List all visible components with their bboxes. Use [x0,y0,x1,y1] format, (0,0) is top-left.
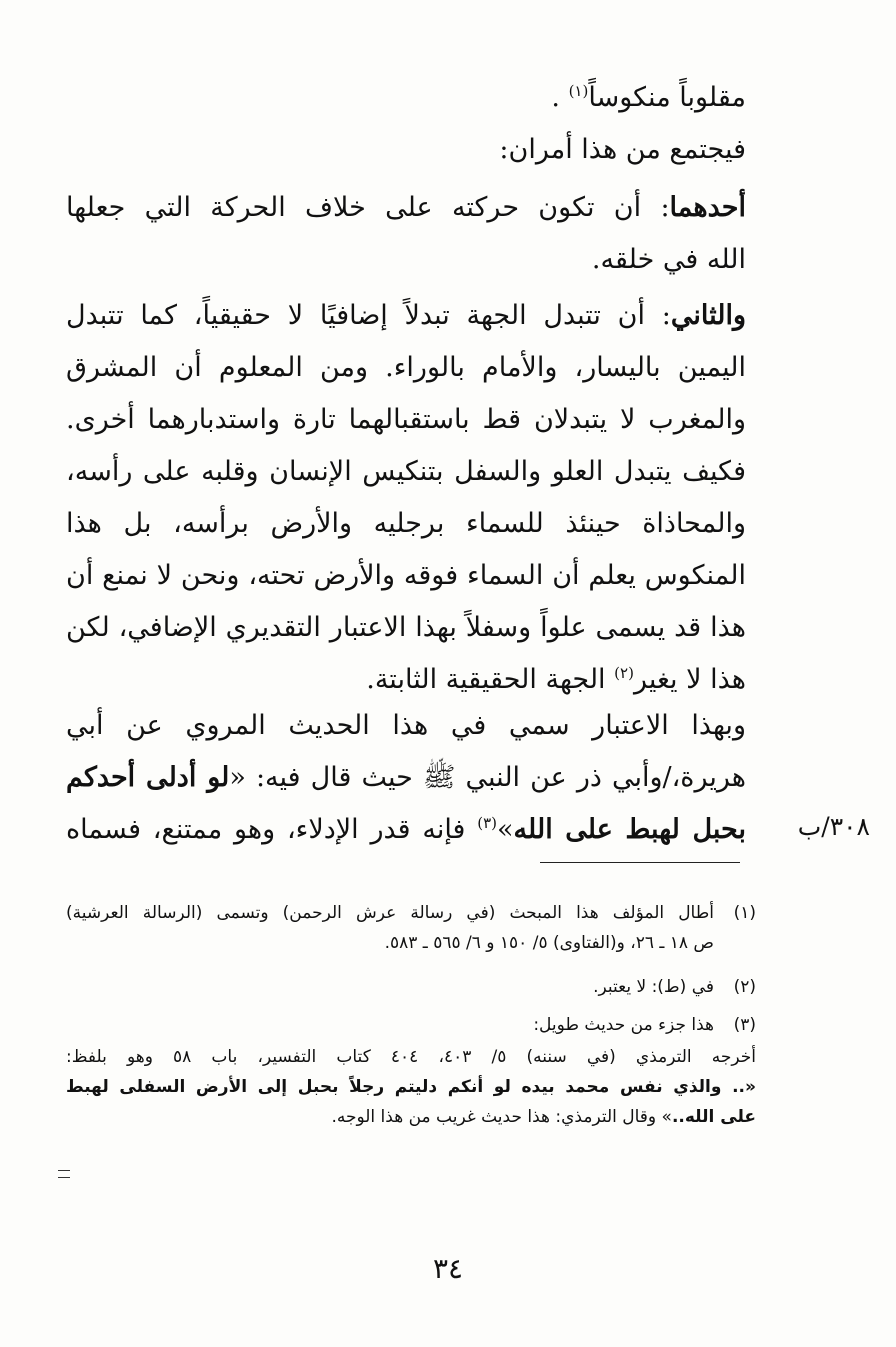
text-line: وبهذا الاعتبار سمي في هذا الحديث المروي عن أبي [66,710,746,741]
hadith-quote: بحبل لهبط على الله [513,814,746,845]
hadith-quote: لو أدلى أحدكم [66,762,230,793]
footnote-3 [66,1010,756,1040]
text-line: المنكوس يعلم أن السماء فوقه والأرض تحته، ونحن لا نمنع أن [66,560,746,591]
text-line: اليمين باليسار، والأمام بالوراء. ومن المعلوم أن المشرق [66,352,746,383]
footnote-2 [66,972,756,1002]
page-number: ٣٤ [432,1252,464,1285]
footnote-3-continued: أخرجه الترمذي (في سننه) ٥/ ٤٠٣، ٤٠٤ كتاب التفسير، باب ٥٨ وهو بلفظ: «.. والذي نفس محمد بيده لو أنكم دليتم رجلاً بحبل إلى الأرض السفلى لهبط على الله..» وقال الترمذي: هذا حديث غريب من هذا الوجه. [66,1042,756,1132]
footnote-number: (١) [733,903,756,923]
text-line: والمحاذاة حينئذ للسماء برجليه والأرض برأسه، بل هذا [66,508,746,539]
paragraph-lead: والثاني [670,300,746,331]
manuscript-folio-note: ٣٠٨/ب [797,812,870,841]
paragraph-second: والثاني: أن تتبدل الجهة تبدلاً إضافيًا لا حقيقياً، كما تتبدل اليمين باليسار، والأمام بالوراء. ومن المعلوم أن المشرق والمغرب لا يتبدلان قط باستقبالهما تارة واستدبارهما أخرى. فكيف يتبدل العلو والسفل بتنكيس الإنسان وقلبه على رأسه، والمحاذاة حينئذ للسماء برجليه والأرض برأسه، بل هذا المنكوس يعلم أن السماء فوقه والأرض تحته، ونحن لا نمنع أن هذا قد يسمى علواً وسفلاً بهذا الاعتبار التقديري الإضافي، لكن هذا لا يغير$^{(٢)}$ الجهة الحقيقية الثابتة. [66,300,746,695]
text-line: الله في خلقه. [591,244,746,275]
paragraph-intro [66,124,746,176]
footnote-text: هذا جزء من حديث طويل: [533,1015,714,1035]
footnote-text: ص ١٨ ـ ٢٦، و(الفتاوى) ٥/ ١٥٠ و ٦/ ٥٦٥ ـ ٥٨٣. [384,933,714,953]
footnote-text: في (ط): لا يعتبر. [593,977,714,997]
footnote-ref[interactable]: (١) [568,82,589,100]
text-line: هذا قد يسمى علواً وسفلاً بهذا الاعتبار التقديري الإضافي، لكن [66,612,746,643]
text-line: فيجتمع من هذا أمران: [499,134,746,165]
footnote-separator [540,862,740,863]
text-line: : أن تتبدل الجهة تبدلاً إضافيًا لا حقيقياً، كما تتبدل [66,300,671,331]
paragraph-hadith: وبهذا الاعتبار سمي في هذا الحديث المروي عن أبي هريرة،/وأبي ذر عن النبي ﷺ حيث قال فيه: «لو أدلى أحدكم بحبل لهبط على الله»$^{(٣)}$ فإنه قدر الإدلاء، وهو ممتنع، فسماه [66,700,746,856]
footnote-text: أطال المؤلف هذا المبحث (في رسالة عرش الرحمن) وتسمى (الرسالة العرشية) [66,903,714,923]
text-line: والمغرب لا يتبدلان قط باستقبالهما تارة واستدبارهما أخرى. [66,404,746,435]
footnote-ref[interactable]: (٣) [477,814,498,832]
footnote-ref[interactable]: (٢) [614,664,634,682]
text-line: : أن تكون حركته على خلاف الحركة التي جعلها [66,192,670,223]
paragraph-lead: أحدهما [669,192,746,223]
margin-mark [58,1170,70,1178]
footnote-text: أخرجه الترمذي (في سننه) ٥/ ٤٠٣، ٤٠٤ كتاب التفسير، باب ٥٨ وهو بلفظ: [66,1047,757,1067]
footnote-number: (٢) [733,977,756,997]
footnote-quote: «.. والذي نفس محمد بيده لو أنكم دليتم رجلاً بحبل إلى الأرض السفلى لهبط [66,1077,756,1097]
footnote-number: (٣) [733,1015,756,1035]
text-line: فكيف يتبدل العلو والسفل بتنكيس الإنسان وقلبه على رأسه، [66,456,746,487]
paragraph-continuation: مقلوباً منكوساً$^{(١)}$ . [551,82,746,113]
footnote-1 [66,898,756,958]
paragraph-first [66,182,746,286]
text-line: مقلوباً منكوساً [588,82,746,113]
